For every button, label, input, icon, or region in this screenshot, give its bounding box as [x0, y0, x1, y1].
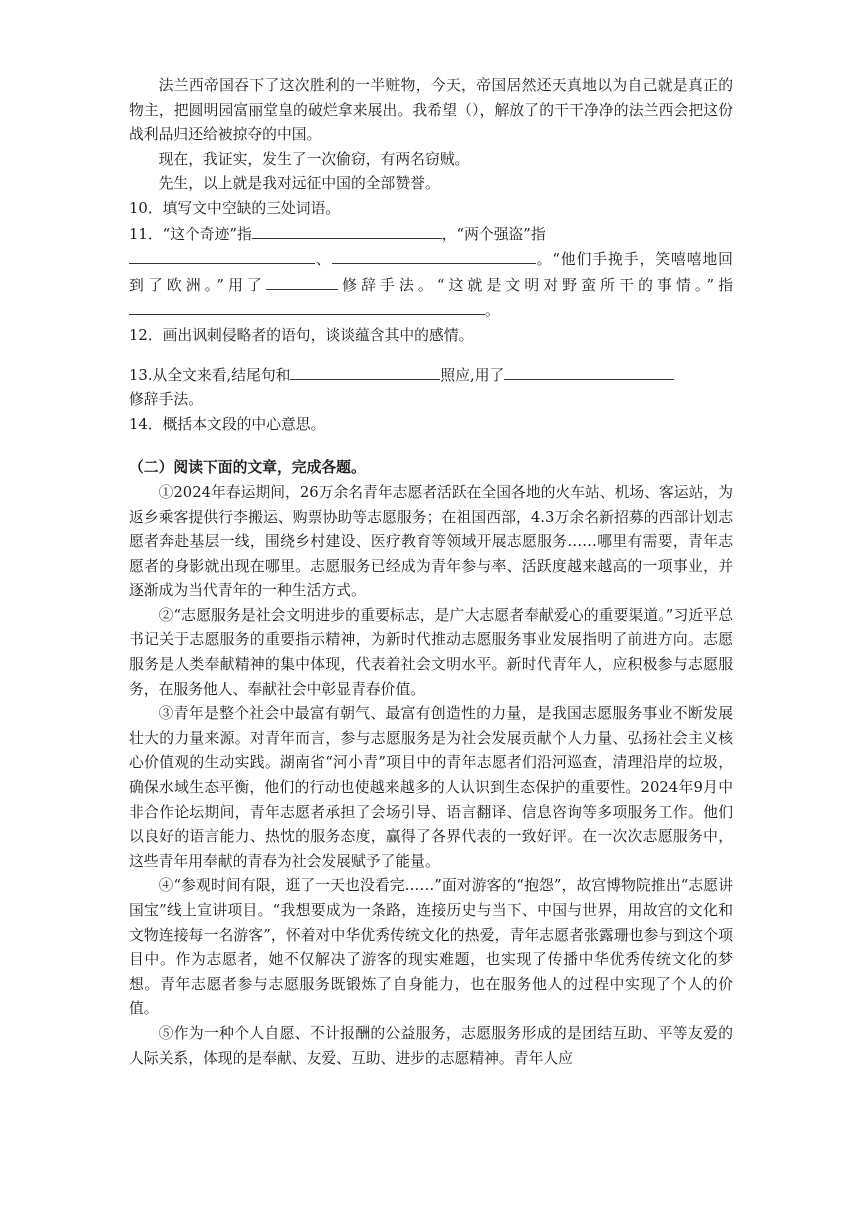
question-13	[129, 363, 733, 413]
q13-text-c: 修辞手法。	[129, 391, 203, 409]
section-2-title: （二）阅读下面的文章，完成各题。	[129, 459, 366, 477]
passage1-text-b: ，解放了的干干净净的法兰西会把这份战利品归还给被掠夺的中国。	[129, 101, 733, 144]
q11-blank-1[interactable]	[252, 222, 442, 239]
passage1-paragraph-1	[129, 74, 733, 148]
section-2-paragraph-5: ⑤作为一种个人自愿、不计报酬的公益服务，志愿服务形成的是团结互助、平等友爱的人际关系，体现的是奉献、友爱、互助、进步的志愿精神。青年人应	[129, 1024, 733, 1067]
q13-blank-1[interactable]	[290, 363, 440, 380]
q11-text-c: 、	[315, 251, 332, 269]
q11-text-a: 11．“这个奇迹”指	[129, 225, 252, 243]
section-2-paragraph-2: ②“志愿服务是社会文明进步的重要标志，是广大志愿者奉献爱心的重要渠道。”习近平总书记关于志愿服务的重要指示精神，为新时代推动志愿服务事业发展指明了前进方向。志愿服务是人类奉献精神的集中体现，代表着社会文明水平。新时代青年人，应积极参与志愿服务，在服务他人、奉献社会中彰显青春价值。	[129, 606, 733, 698]
document-page	[129, 74, 733, 1071]
passage1-text-a: 法兰西帝国吞下了这次胜利的一半赃物，今天，帝国居然还天真地以为自己就是真正的物主，把圆明园富丽堂皇的破烂拿来展出。我希望（）	[129, 77, 733, 119]
passage1-paragraph-3: 先生，以上就是我对远征中国的全部赞誉。	[158, 175, 440, 193]
section-2-paragraph-3: ③青年是整个社会中最富有朝气、最富有创造性的力量，是我国志愿服务事业不断发展壮大的力量来源。对青年而言，参与志愿服务是为社会发展贡献个人力量、弘扬社会主义核心价值观的生动实践。湖南省“河小青”项目中的青年志愿者们沿河巡查，清理沿岸的垃圾，确保水域生态平衡，他们的行动也使越来越多的人认识到生态保护的重要性。2024年9月中非合作论坛期间，青年志愿者承担了会场引导、语言翻译、信息咨询等多项服务工作。他们以良好的语言能力、热忱的服务态度，赢得了各界代表的一致好评。在一次次志愿服务中，这些青年用奉献的青春为社会发展赋予了能量。	[129, 705, 733, 870]
passage1-paragraph-2: 现在，我证实，发生了一次偷窃，有两名窃贼。	[158, 150, 470, 168]
q11-text-f: 。	[485, 302, 500, 320]
section-2-paragraph-1: ①2024年春运期间，26万余名青年志愿者活跃在全国各地的火车站、机场、客运站，为返乡乘客提供行李搬运、购票协助等志愿服务；在祖国西部，4.3万余名新招募的西部计划志愿者奔赴基层一线，围绕乡村建设、医疗教育等领域开展志愿服务……哪里有需要，青年志愿者的身影就出现在哪里。志愿服务已经成为青年参与率、活跃度越来越高的一项事业，并逐渐成为当代青年的一种生活方式。	[129, 483, 733, 600]
question-14: 14．概括本文段的中心意思。	[129, 415, 326, 433]
question-10: 10．填写文中空缺的三处词语。	[129, 199, 341, 217]
q11-text-d: 。“他们手挽手，笑嘻嘻地回到了欧洲。”用了	[129, 251, 733, 294]
q11-blank-3[interactable]	[332, 247, 536, 264]
q11-blank-4[interactable]	[266, 273, 338, 290]
question-11	[129, 222, 733, 324]
q13-text-a: 13.从全文来看,结尾句和	[129, 366, 291, 384]
q11-blank-5[interactable]	[129, 298, 485, 315]
question-12: 12．画出讽刺侵略者的语句，谈谈蕴含其中的感情。	[129, 326, 474, 344]
answer-space-12	[129, 349, 733, 363]
q11-text-b: ，“两个强盗”指	[441, 225, 546, 243]
q13-text-b: 照应,用了	[440, 366, 505, 384]
q11-text-e: 修辞手法。“这就是文明对野蛮所干的事情。”指	[337, 276, 733, 294]
q13-blank-2[interactable]	[504, 363, 674, 380]
section-2-paragraph-4: ④“参观时间有限，逛了一天也没看完……”面对游客的“抱怨”，故宫博物院推出“志愿讲国宝”线上宣讲项目。“我想要成为一条路，连接历史与当下、中国与世界，用故宫的文化和文物连接每一名游客”，怀着对中华优秀传统文化的热爱，青年志愿者张露珊也参与到这个项目中。作为志愿者，她不仅解决了游客的现实难题，也实现了传播中华优秀传统文化的梦想。青年志愿者参与志愿服务既锻炼了自身能力，也在服务他人的过程中实现了个人的价值。	[129, 877, 733, 1018]
q11-blank-2[interactable]	[129, 247, 315, 264]
